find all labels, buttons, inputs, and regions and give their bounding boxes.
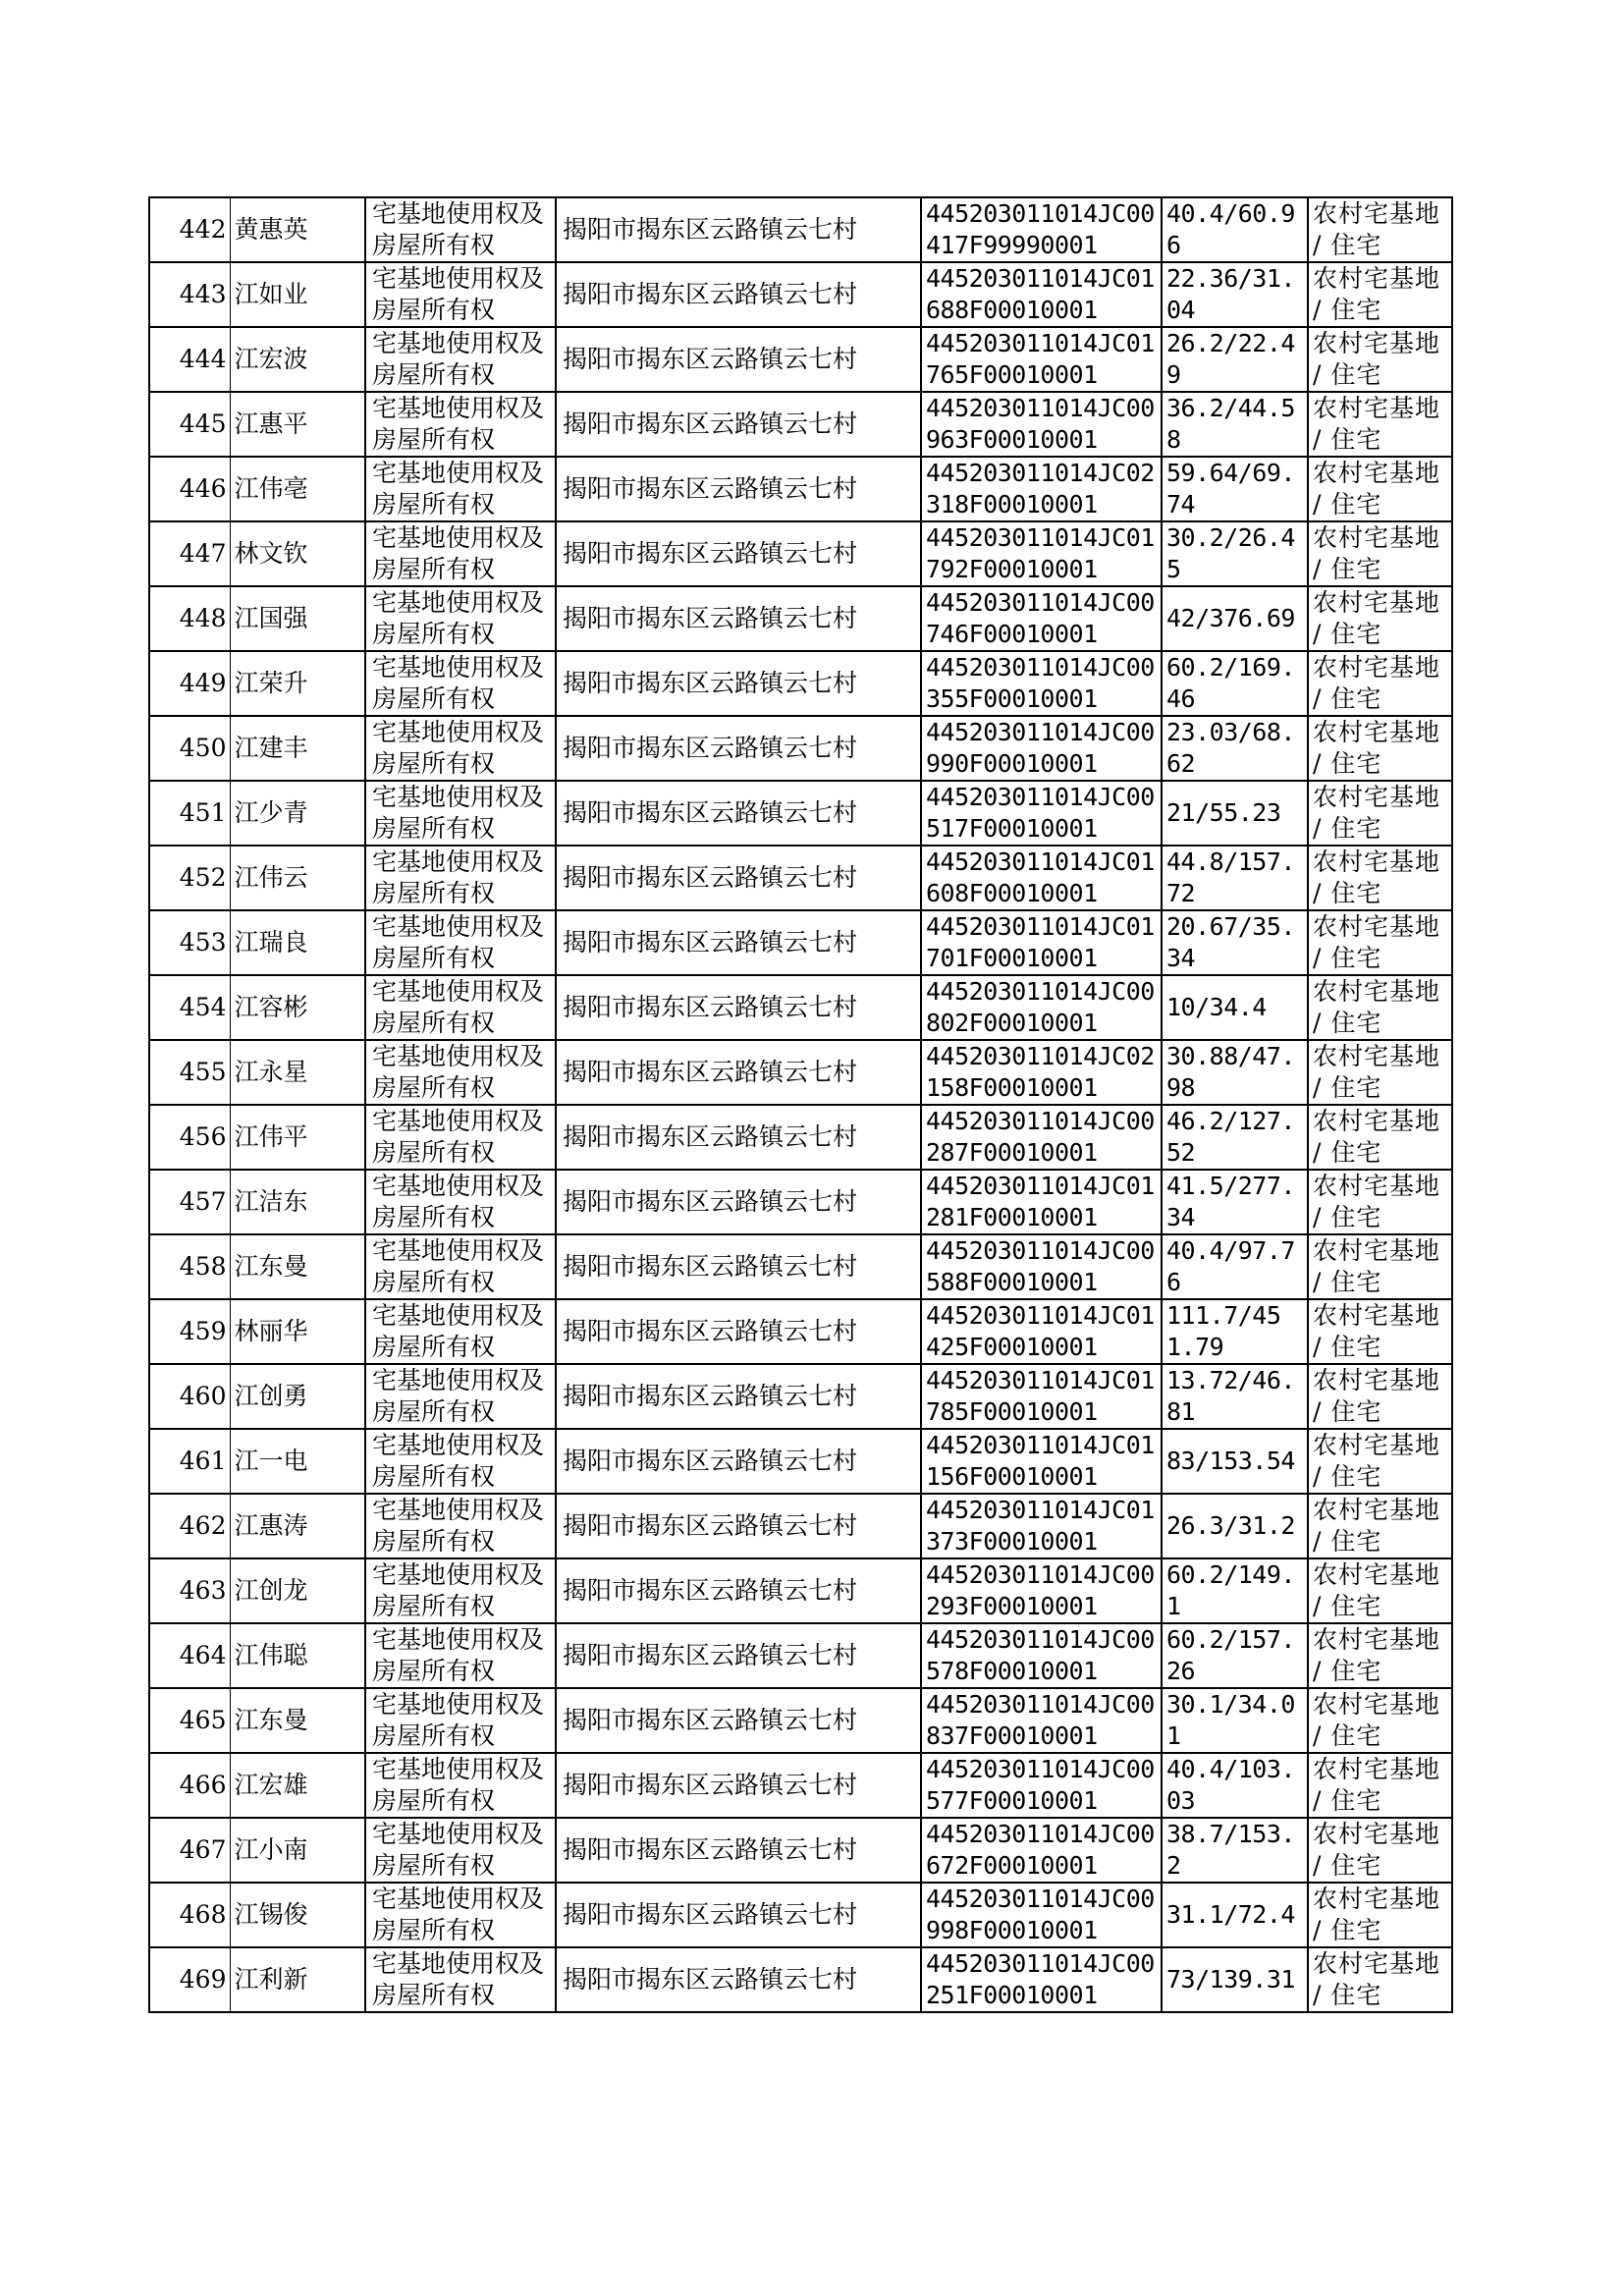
right-type-cell: 宅基地使用权及房屋所有权 (365, 457, 556, 521)
registry-table-body (149, 197, 1452, 2012)
row-number-cell: 448 (149, 586, 230, 651)
owner-name-cell: 江东曼 (230, 1688, 365, 1753)
row-number-cell: 442 (149, 197, 230, 262)
table-row (149, 1558, 1452, 1623)
table-row (149, 1105, 1452, 1170)
row-number-cell: 453 (149, 910, 230, 975)
land-use-cell: 农村宅基地 / 住宅 (1308, 781, 1452, 846)
row-number-cell: 462 (149, 1494, 230, 1558)
table-row (149, 586, 1452, 651)
area-cell: 23.03/68.62 (1162, 716, 1308, 781)
unit-code-cell: 445203011014JC00672F00010001 (921, 1818, 1162, 1883)
area-cell: 40.4/60.96 (1162, 197, 1308, 262)
row-number-cell: 454 (149, 975, 230, 1040)
right-type-cell: 宅基地使用权及房屋所有权 (365, 1299, 556, 1364)
right-type-cell: 宅基地使用权及房屋所有权 (365, 586, 556, 651)
unit-code-cell: 445203011014JC00837F00010001 (921, 1688, 1162, 1753)
area-cell: 26.2/22.49 (1162, 327, 1308, 392)
unit-code-cell: 445203011014JC00990F00010001 (921, 716, 1162, 781)
location-cell: 揭阳市揭东区云路镇云七村 (556, 197, 921, 262)
right-type-cell: 宅基地使用权及房屋所有权 (365, 651, 556, 716)
table-row (149, 392, 1452, 457)
table-row (149, 1623, 1452, 1688)
unit-code-cell: 445203011014JC02318F00010001 (921, 457, 1162, 521)
location-cell: 揭阳市揭东区云路镇云七村 (556, 1623, 921, 1688)
right-type-cell: 宅基地使用权及房屋所有权 (365, 1688, 556, 1753)
location-cell: 揭阳市揭东区云路镇云七村 (556, 1234, 921, 1299)
table-row (149, 846, 1452, 910)
unit-code-cell: 445203011014JC01765F00010001 (921, 327, 1162, 392)
unit-code-cell: 445203011014JC00251F00010001 (921, 1947, 1162, 2012)
row-number-cell: 464 (149, 1623, 230, 1688)
location-cell: 揭阳市揭东区云路镇云七村 (556, 457, 921, 521)
right-type-cell: 宅基地使用权及房屋所有权 (365, 975, 556, 1040)
area-cell: 38.7/153.2 (1162, 1818, 1308, 1883)
land-use-cell: 农村宅基地 / 住宅 (1308, 1883, 1452, 1947)
land-use-cell: 农村宅基地 / 住宅 (1308, 1429, 1452, 1494)
land-use-cell: 农村宅基地 / 住宅 (1308, 1364, 1452, 1429)
owner-name-cell: 江伟云 (230, 846, 365, 910)
area-cell: 20.67/35.34 (1162, 910, 1308, 975)
right-type-cell: 宅基地使用权及房屋所有权 (365, 1558, 556, 1623)
location-cell: 揭阳市揭东区云路镇云七村 (556, 1494, 921, 1558)
row-number-cell: 446 (149, 457, 230, 521)
location-cell: 揭阳市揭东区云路镇云七村 (556, 1299, 921, 1364)
owner-name-cell: 江宏雄 (230, 1753, 365, 1818)
right-type-cell: 宅基地使用权及房屋所有权 (365, 1234, 556, 1299)
area-cell: 13.72/46.81 (1162, 1364, 1308, 1429)
land-use-cell: 农村宅基地 / 住宅 (1308, 1818, 1452, 1883)
table-row (149, 521, 1452, 586)
area-cell: 22.36/31.04 (1162, 262, 1308, 327)
area-cell: 44.8/157.72 (1162, 846, 1308, 910)
area-cell: 10/34.4 (1162, 975, 1308, 1040)
row-number-cell: 467 (149, 1818, 230, 1883)
land-use-cell: 农村宅基地 / 住宅 (1308, 1040, 1452, 1105)
right-type-cell: 宅基地使用权及房屋所有权 (365, 392, 556, 457)
row-number-cell: 457 (149, 1170, 230, 1234)
row-number-cell: 450 (149, 716, 230, 781)
unit-code-cell: 445203011014JC00577F00010001 (921, 1753, 1162, 1818)
land-use-cell: 农村宅基地 / 住宅 (1308, 521, 1452, 586)
right-type-cell: 宅基地使用权及房屋所有权 (365, 1494, 556, 1558)
land-use-cell: 农村宅基地 / 住宅 (1308, 846, 1452, 910)
area-cell: 26.3/31.2 (1162, 1494, 1308, 1558)
right-type-cell: 宅基地使用权及房屋所有权 (365, 781, 556, 846)
unit-code-cell: 445203011014JC01608F00010001 (921, 846, 1162, 910)
owner-name-cell: 江荣升 (230, 651, 365, 716)
unit-code-cell: 445203011014JC00588F00010001 (921, 1234, 1162, 1299)
location-cell: 揭阳市揭东区云路镇云七村 (556, 1429, 921, 1494)
row-number-cell: 461 (149, 1429, 230, 1494)
area-cell: 21/55.23 (1162, 781, 1308, 846)
area-cell: 40.4/97.76 (1162, 1234, 1308, 1299)
table-row (149, 651, 1452, 716)
unit-code-cell: 445203011014JC01156F00010001 (921, 1429, 1162, 1494)
area-cell: 41.5/277.34 (1162, 1170, 1308, 1234)
area-cell: 30.1/34.01 (1162, 1688, 1308, 1753)
right-type-cell: 宅基地使用权及房屋所有权 (365, 1818, 556, 1883)
unit-code-cell: 445203011014JC00517F00010001 (921, 781, 1162, 846)
location-cell: 揭阳市揭东区云路镇云七村 (556, 846, 921, 910)
table-row (149, 975, 1452, 1040)
unit-code-cell: 445203011014JC00578F00010001 (921, 1623, 1162, 1688)
owner-name-cell: 江少青 (230, 781, 365, 846)
land-use-cell: 农村宅基地 / 住宅 (1308, 197, 1452, 262)
table-row (149, 1299, 1452, 1364)
area-cell: 30.2/26.45 (1162, 521, 1308, 586)
land-use-cell: 农村宅基地 / 住宅 (1308, 1753, 1452, 1818)
area-cell: 31.1/72.4 (1162, 1883, 1308, 1947)
unit-code-cell: 445203011014JC02158F00010001 (921, 1040, 1162, 1105)
right-type-cell: 宅基地使用权及房屋所有权 (365, 1170, 556, 1234)
table-row (149, 1429, 1452, 1494)
land-use-cell: 农村宅基地 / 住宅 (1308, 1299, 1452, 1364)
land-use-cell: 农村宅基地 / 住宅 (1308, 457, 1452, 521)
table-row (149, 457, 1452, 521)
owner-name-cell: 江创勇 (230, 1364, 365, 1429)
owner-name-cell: 江伟平 (230, 1105, 365, 1170)
owner-name-cell: 江东曼 (230, 1234, 365, 1299)
land-use-cell: 农村宅基地 / 住宅 (1308, 262, 1452, 327)
land-use-cell: 农村宅基地 / 住宅 (1308, 910, 1452, 975)
area-cell: 30.88/47.98 (1162, 1040, 1308, 1105)
land-use-cell: 农村宅基地 / 住宅 (1308, 1494, 1452, 1558)
row-number-cell: 458 (149, 1234, 230, 1299)
right-type-cell: 宅基地使用权及房屋所有权 (365, 910, 556, 975)
owner-name-cell: 林文钦 (230, 521, 365, 586)
unit-code-cell: 445203011014JC00998F00010001 (921, 1883, 1162, 1947)
table-row (149, 781, 1452, 846)
owner-name-cell: 江瑞良 (230, 910, 365, 975)
area-cell: 46.2/127.52 (1162, 1105, 1308, 1170)
table-row (149, 716, 1452, 781)
unit-code-cell: 445203011014JC00293F00010001 (921, 1558, 1162, 1623)
right-type-cell: 宅基地使用权及房屋所有权 (365, 1429, 556, 1494)
location-cell: 揭阳市揭东区云路镇云七村 (556, 1818, 921, 1883)
location-cell: 揭阳市揭东区云路镇云七村 (556, 1753, 921, 1818)
owner-name-cell: 江伟聪 (230, 1623, 365, 1688)
right-type-cell: 宅基地使用权及房屋所有权 (365, 1364, 556, 1429)
table-row (149, 1234, 1452, 1299)
unit-code-cell: 445203011014JC01785F00010001 (921, 1364, 1162, 1429)
unit-code-cell: 445203011014JC00963F00010001 (921, 392, 1162, 457)
location-cell: 揭阳市揭东区云路镇云七村 (556, 975, 921, 1040)
unit-code-cell: 445203011014JC01701F00010001 (921, 910, 1162, 975)
owner-name-cell: 江创龙 (230, 1558, 365, 1623)
land-use-cell: 农村宅基地 / 住宅 (1308, 1170, 1452, 1234)
table-row (149, 1170, 1452, 1234)
area-cell: 40.4/103.03 (1162, 1753, 1308, 1818)
row-number-cell: 444 (149, 327, 230, 392)
land-use-cell: 农村宅基地 / 住宅 (1308, 1234, 1452, 1299)
area-cell: 36.2/44.58 (1162, 392, 1308, 457)
area-cell: 83/153.54 (1162, 1429, 1308, 1494)
row-number-cell: 465 (149, 1688, 230, 1753)
row-number-cell: 460 (149, 1364, 230, 1429)
owner-name-cell: 江小南 (230, 1818, 365, 1883)
owner-name-cell: 江利新 (230, 1947, 365, 2012)
owner-name-cell: 江一电 (230, 1429, 365, 1494)
location-cell: 揭阳市揭东区云路镇云七村 (556, 327, 921, 392)
registry-table (148, 196, 1453, 2013)
table-row (149, 1947, 1452, 2012)
land-use-cell: 农村宅基地 / 住宅 (1308, 716, 1452, 781)
table-row (149, 1040, 1452, 1105)
owner-name-cell: 江国强 (230, 586, 365, 651)
right-type-cell: 宅基地使用权及房屋所有权 (365, 716, 556, 781)
right-type-cell: 宅基地使用权及房屋所有权 (365, 1105, 556, 1170)
location-cell: 揭阳市揭东区云路镇云七村 (556, 392, 921, 457)
row-number-cell: 447 (149, 521, 230, 586)
area-cell: 42/376.69 (1162, 586, 1308, 651)
location-cell: 揭阳市揭东区云路镇云七村 (556, 1883, 921, 1947)
owner-name-cell: 江建丰 (230, 716, 365, 781)
owner-name-cell: 黄惠英 (230, 197, 365, 262)
owner-name-cell: 江永星 (230, 1040, 365, 1105)
row-number-cell: 443 (149, 262, 230, 327)
table-row (149, 1883, 1452, 1947)
location-cell: 揭阳市揭东区云路镇云七村 (556, 262, 921, 327)
location-cell: 揭阳市揭东区云路镇云七村 (556, 1688, 921, 1753)
right-type-cell: 宅基地使用权及房屋所有权 (365, 1623, 556, 1688)
area-cell: 60.2/149.1 (1162, 1558, 1308, 1623)
area-cell: 60.2/157.26 (1162, 1623, 1308, 1688)
row-number-cell: 455 (149, 1040, 230, 1105)
table-row (149, 910, 1452, 975)
location-cell: 揭阳市揭东区云路镇云七村 (556, 716, 921, 781)
owner-name-cell: 江锡俊 (230, 1883, 365, 1947)
right-type-cell: 宅基地使用权及房屋所有权 (365, 1947, 556, 2012)
owner-name-cell: 林丽华 (230, 1299, 365, 1364)
right-type-cell: 宅基地使用权及房屋所有权 (365, 1040, 556, 1105)
right-type-cell: 宅基地使用权及房屋所有权 (365, 521, 556, 586)
row-number-cell: 445 (149, 392, 230, 457)
location-cell: 揭阳市揭东区云路镇云七村 (556, 521, 921, 586)
area-cell: 59.64/69.74 (1162, 457, 1308, 521)
location-cell: 揭阳市揭东区云路镇云七村 (556, 1040, 921, 1105)
owner-name-cell: 江宏波 (230, 327, 365, 392)
right-type-cell: 宅基地使用权及房屋所有权 (365, 846, 556, 910)
land-use-cell: 农村宅基地 / 住宅 (1308, 1105, 1452, 1170)
land-use-cell: 农村宅基地 / 住宅 (1308, 1623, 1452, 1688)
owner-name-cell: 江惠平 (230, 392, 365, 457)
land-use-cell: 农村宅基地 / 住宅 (1308, 327, 1452, 392)
land-use-cell: 农村宅基地 / 住宅 (1308, 975, 1452, 1040)
unit-code-cell: 445203011014JC00746F00010001 (921, 586, 1162, 651)
unit-code-cell: 445203011014JC00802F00010001 (921, 975, 1162, 1040)
row-number-cell: 463 (149, 1558, 230, 1623)
land-use-cell: 农村宅基地 / 住宅 (1308, 1947, 1452, 2012)
owner-name-cell: 江惠涛 (230, 1494, 365, 1558)
right-type-cell: 宅基地使用权及房屋所有权 (365, 327, 556, 392)
unit-code-cell: 445203011014JC00287F00010001 (921, 1105, 1162, 1170)
table-row (149, 1818, 1452, 1883)
row-number-cell: 452 (149, 846, 230, 910)
land-use-cell: 农村宅基地 / 住宅 (1308, 586, 1452, 651)
location-cell: 揭阳市揭东区云路镇云七村 (556, 1947, 921, 2012)
right-type-cell: 宅基地使用权及房屋所有权 (365, 1883, 556, 1947)
location-cell: 揭阳市揭东区云路镇云七村 (556, 1558, 921, 1623)
location-cell: 揭阳市揭东区云路镇云七村 (556, 781, 921, 846)
row-number-cell: 468 (149, 1883, 230, 1947)
row-number-cell: 469 (149, 1947, 230, 2012)
unit-code-cell: 445203011014JC01281F00010001 (921, 1170, 1162, 1234)
table-row (149, 1494, 1452, 1558)
unit-code-cell: 445203011014JC01425F00010001 (921, 1299, 1162, 1364)
right-type-cell: 宅基地使用权及房屋所有权 (365, 262, 556, 327)
land-use-cell: 农村宅基地 / 住宅 (1308, 1558, 1452, 1623)
table-row (149, 1688, 1452, 1753)
unit-code-cell: 445203011014JC00417F99990001 (921, 197, 1162, 262)
land-use-cell: 农村宅基地 / 住宅 (1308, 1688, 1452, 1753)
location-cell: 揭阳市揭东区云路镇云七村 (556, 1170, 921, 1234)
location-cell: 揭阳市揭东区云路镇云七村 (556, 651, 921, 716)
unit-code-cell: 445203011014JC01792F00010001 (921, 521, 1162, 586)
owner-name-cell: 江伟亳 (230, 457, 365, 521)
area-cell: 111.7/451.79 (1162, 1299, 1308, 1364)
owner-name-cell: 江容彬 (230, 975, 365, 1040)
row-number-cell: 466 (149, 1753, 230, 1818)
area-cell: 60.2/169.46 (1162, 651, 1308, 716)
unit-code-cell: 445203011014JC00355F00010001 (921, 651, 1162, 716)
area-cell: 73/139.31 (1162, 1947, 1308, 2012)
land-use-cell: 农村宅基地 / 住宅 (1308, 392, 1452, 457)
right-type-cell: 宅基地使用权及房屋所有权 (365, 197, 556, 262)
row-number-cell: 451 (149, 781, 230, 846)
location-cell: 揭阳市揭东区云路镇云七村 (556, 586, 921, 651)
table-row (149, 197, 1452, 262)
location-cell: 揭阳市揭东区云路镇云七村 (556, 1105, 921, 1170)
row-number-cell: 459 (149, 1299, 230, 1364)
table-row (149, 262, 1452, 327)
location-cell: 揭阳市揭东区云路镇云七村 (556, 910, 921, 975)
right-type-cell: 宅基地使用权及房屋所有权 (365, 1753, 556, 1818)
location-cell: 揭阳市揭东区云路镇云七村 (556, 1364, 921, 1429)
unit-code-cell: 445203011014JC01373F00010001 (921, 1494, 1162, 1558)
owner-name-cell: 江洁东 (230, 1170, 365, 1234)
table-row (149, 1753, 1452, 1818)
unit-code-cell: 445203011014JC01688F00010001 (921, 262, 1162, 327)
row-number-cell: 456 (149, 1105, 230, 1170)
owner-name-cell: 江如业 (230, 262, 365, 327)
table-row (149, 1364, 1452, 1429)
table-row (149, 327, 1452, 392)
land-use-cell: 农村宅基地 / 住宅 (1308, 651, 1452, 716)
row-number-cell: 449 (149, 651, 230, 716)
